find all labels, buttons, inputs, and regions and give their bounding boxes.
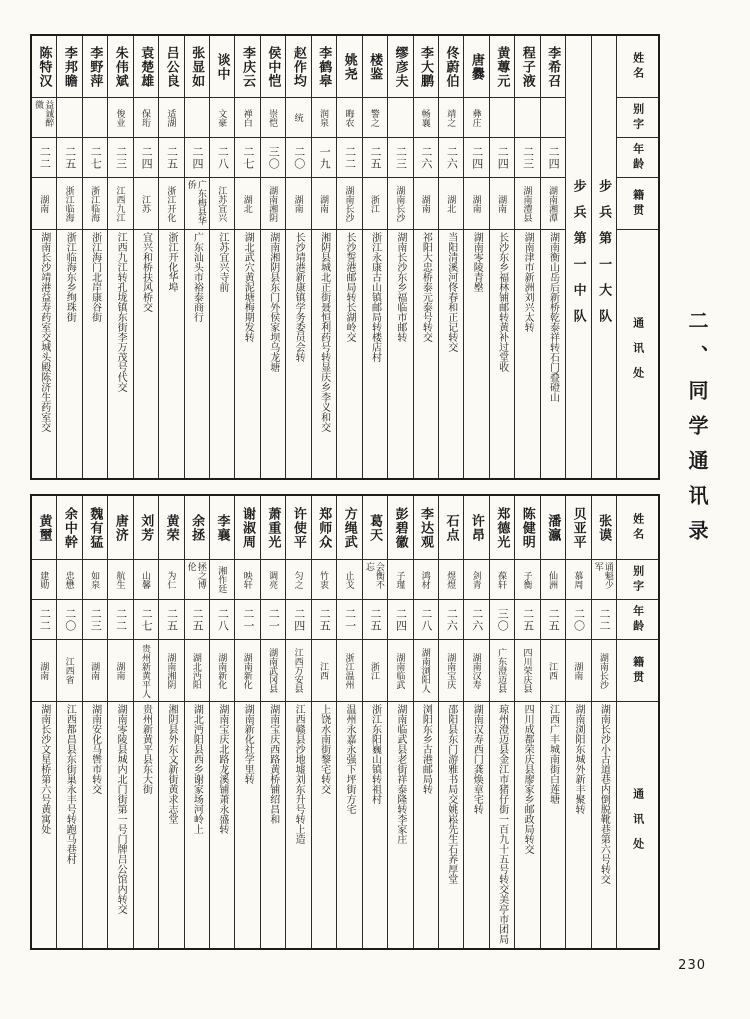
entry-alias: 仙洲 (541, 560, 565, 600)
entry-address: 长沙誓港邮局转长湖岭交 (344, 232, 355, 342)
entry-column (565, 496, 590, 948)
entry-column (107, 36, 132, 478)
entry-name: 袁楚雄 (134, 36, 158, 98)
entry-name: 李野萍 (83, 36, 107, 98)
entry-native: 湖南宝庆 (439, 640, 463, 702)
entry-native: 湖南 (108, 640, 132, 702)
entry-address: 湖南安化马辔市转交 (89, 704, 101, 794)
entry-native: 湖南新化 (235, 640, 259, 702)
entry-age: 二五 (185, 600, 209, 640)
entry-column (387, 496, 412, 948)
entry-alias: 润泉 (312, 98, 336, 138)
entry-alias (83, 98, 107, 138)
column-header-native: 籍贯 (617, 178, 658, 230)
entry-native: 广东梅县华侨 (185, 178, 209, 230)
entry-address: 琼州澄迈县金江市猪仔街一百九十五号转交美亭市团局 (496, 704, 508, 944)
entry-address: 浙江临海东乡绚珠街 (64, 232, 76, 322)
entry-column (209, 496, 234, 948)
entry-column (133, 36, 158, 478)
entry-alias: 匀之 (286, 560, 310, 600)
entry-native: 湖南浏阳人 (414, 640, 438, 702)
entry-column (438, 36, 463, 478)
entry-age: 二五 (515, 600, 539, 640)
entry-age: 二五 (363, 600, 387, 640)
entry-name: 黄蓴元 (490, 36, 514, 98)
entry-age: 二四 (388, 600, 412, 640)
entry-name: 魏有猛 (83, 496, 107, 560)
entry-native: 湖南湘阴 (261, 178, 285, 230)
entry-name: 许使平 (286, 496, 310, 560)
entry-name: 许昂 (464, 496, 488, 560)
entry-alias: 为仁 (159, 560, 183, 600)
entry-alias: 会衡不忘 (363, 560, 387, 600)
entry-column (184, 36, 209, 478)
entry-native: 湖北 (439, 178, 463, 230)
entry-age: 二八 (414, 600, 438, 640)
entry-alias: 调亮 (261, 560, 285, 600)
entry-column (311, 36, 336, 478)
entry-native: 江西 (541, 640, 565, 702)
entry-alias: 晦农 (337, 98, 361, 138)
entry-age: 二七 (134, 600, 158, 640)
entry-alias: 子衡 (515, 560, 539, 600)
entry-native: 浙江 (363, 640, 387, 702)
entry-age: 二八 (210, 138, 234, 178)
entry-age: 二六 (414, 138, 438, 178)
entry-age: 二三 (83, 600, 107, 640)
entry-address: 湖南零陵县城内北门街第一号门牌吕公馆内转交 (115, 704, 127, 914)
entry-native: 湖北 (235, 178, 259, 230)
entry-name: 楼鉴 (363, 36, 387, 98)
entry-name: 陈健明 (515, 496, 539, 560)
entry-column (413, 36, 438, 478)
entry-age: 二七 (235, 138, 259, 178)
entry-alias: 慕周 (566, 560, 590, 600)
header-column (616, 496, 658, 948)
entry-age: 二三 (108, 138, 132, 178)
entry-column (209, 36, 234, 478)
entry-address: 浏阳东乡古港邮局转 (420, 704, 432, 794)
entry-address: 长沙靖港新康镇学务委员会转 (293, 232, 305, 362)
entry-age: 一九 (312, 138, 336, 178)
entry-age: 二五 (312, 600, 336, 640)
header-column (616, 36, 658, 478)
entry-name: 潘瀛 (541, 496, 565, 560)
entry-column (387, 36, 412, 478)
entry-name: 黄壐 (32, 496, 56, 560)
entry-native: 江苏宜兴 (210, 178, 234, 230)
entry-alias (57, 98, 81, 138)
entry-column (158, 496, 183, 948)
column-header-alias: 别字 (617, 98, 658, 138)
entry-name: 吕公良 (159, 36, 183, 98)
entry-age: 二五 (363, 138, 387, 178)
entry-name: 石点 (439, 496, 463, 560)
entry-address: 湖南津市新洲刘兴太转 (522, 232, 534, 332)
entry-name: 贝亚平 (566, 496, 590, 560)
entry-column (514, 36, 539, 478)
entry-native: 湖南新化 (210, 640, 234, 702)
column-header-address: 通讯处 (631, 787, 644, 863)
entry-alias: 禅白 (235, 98, 259, 138)
entry-column (336, 36, 361, 478)
unit-label: 步兵第一中队 (571, 179, 587, 335)
entry-age: 二六 (439, 600, 463, 640)
entry-column (56, 36, 81, 478)
entry-name: 李达观 (414, 496, 438, 560)
entry-native: 湖南 (414, 178, 438, 230)
entry-native: 江西省 (57, 640, 81, 702)
roster-table-lower (30, 494, 660, 950)
entry-alias: 益诚醉微 (32, 98, 56, 138)
entry-name: 李大鹏 (414, 36, 438, 98)
entry-address: 浙江开化华埠 (165, 232, 177, 292)
entry-address: 浙江海门北岸康谷街 (89, 232, 101, 322)
entry-age: 二四 (464, 138, 488, 178)
entry-column (489, 36, 514, 478)
entry-address: 宜兴和桥扶风桥交 (140, 232, 152, 312)
entry-name: 缪彦夫 (388, 36, 412, 98)
entry-column (32, 496, 56, 948)
column-header-alias: 别字 (617, 560, 658, 600)
entry-address: 江西九江转孔垅镇东街李万茂号代交 (115, 232, 127, 392)
entry-alias: 彝庄 (464, 98, 488, 138)
entry-name: 唐爨 (464, 36, 488, 98)
entry-column (234, 36, 259, 478)
entry-name: 李邦瞻 (57, 36, 81, 98)
entry-column (56, 496, 81, 948)
entry-age: 三〇 (490, 600, 514, 640)
entry-address: 湖北武穴黄泥塘梅期发转 (242, 232, 254, 342)
entry-address: 江西赣县沙地墟刘东升号转上造 (293, 704, 305, 844)
entry-native: 江西万安县 (286, 640, 310, 702)
entry-address: 温州永嘉永强下坪街方宅 (344, 704, 355, 814)
entry-age: 二一 (337, 600, 361, 640)
entry-alias (388, 98, 412, 138)
entry-column (82, 36, 107, 478)
entry-age: 二〇 (566, 600, 590, 640)
entry-column (413, 496, 438, 948)
entry-native: 湖南长沙 (337, 178, 361, 230)
entry-column (438, 496, 463, 948)
entry-alias: 子瑾 (388, 560, 412, 600)
entry-alias: 保珩 (134, 98, 158, 138)
entry-name: 谢淑周 (235, 496, 259, 560)
entry-name: 郑师众 (312, 496, 336, 560)
column-header-name: 姓名 (617, 36, 658, 98)
section-title: 二、同学通讯录 (685, 310, 707, 555)
entry-alias: 畅襄 (414, 98, 438, 138)
entry-age: 二六 (439, 138, 463, 178)
entry-alias: 建勋 (32, 560, 56, 600)
entry-native: 贵州新黄平人 (134, 640, 158, 702)
entry-column (336, 496, 361, 948)
entry-alias: 煜煜 (439, 560, 463, 600)
entry-address: 湖南长沙小古道巷内倒脱靴巷第六号转交 (598, 704, 610, 884)
entry-name: 侯中恺 (261, 36, 285, 98)
entry-column (489, 496, 514, 948)
entry-column (362, 36, 387, 478)
entry-address: 江西广丰城南街白莲塘 (547, 704, 559, 804)
entry-name: 程子液 (515, 36, 539, 98)
entry-address: 湘阴县城北正街聂恒利药号转显庆乡李义和交 (318, 232, 330, 432)
entry-age: 二二 (108, 600, 132, 640)
entry-native: 浙江临海 (83, 178, 107, 230)
entry-native: 浙江 (363, 178, 387, 230)
entry-column (463, 36, 488, 478)
entry-native: 浙江开化 (159, 178, 183, 230)
entry-alias (541, 98, 565, 138)
roster-tables (30, 34, 660, 950)
entry-alias: 诵魁少军 (592, 560, 616, 600)
entry-alias: 航生 (108, 560, 132, 600)
entry-name: 陈特汉 (32, 36, 56, 98)
entry-name: 黄荣 (159, 496, 183, 560)
entry-column (540, 496, 565, 948)
entry-address: 湘阴县外东文新街黄求志堂 (165, 704, 177, 824)
entry-address: 湖南长沙东乡福临市邮转 (394, 232, 406, 342)
entry-column (260, 496, 285, 948)
entry-name: 姚尧 (337, 36, 361, 98)
entry-alias: 文豪 (210, 98, 234, 138)
entry-column (184, 496, 209, 948)
entry-alias: 俊业 (108, 98, 132, 138)
entry-name: 萧重光 (261, 496, 285, 560)
entry-native: 湖南武冈县 (261, 640, 285, 702)
entry-address: 湖南宝庆北路龙溪铺萧永盛转 (216, 704, 228, 834)
entry-name: 李鹤皋 (312, 36, 336, 98)
entry-address: 祁阳大忠桥泰元泰号转交 (420, 232, 432, 342)
entry-age: 二三 (515, 138, 539, 178)
entry-column (311, 496, 336, 948)
entry-name: 葛天 (363, 496, 387, 560)
entry-address: 湖南零陵青壂 (471, 232, 483, 292)
entry-column (463, 496, 488, 948)
entry-native: 湖北沔阳 (185, 640, 209, 702)
entry-column (107, 496, 132, 948)
entry-age: 二五 (159, 138, 183, 178)
entry-name: 方绳武 (337, 496, 361, 560)
entry-alias: 适湖 (159, 98, 183, 138)
entry-age: 二六 (464, 600, 488, 640)
entry-age: 二五 (541, 600, 565, 640)
entry-age: 二五 (57, 138, 81, 178)
entry-address: 湖南浏阳东城外新丰聚转 (572, 704, 584, 814)
column-header-native: 籍贯 (617, 640, 658, 702)
entry-native: 浙江温州 (337, 640, 361, 702)
entry-alias: 统 (286, 98, 310, 138)
entry-name: 谈中 (210, 36, 234, 98)
entry-age: 二四 (541, 138, 565, 178)
column-header-age: 年龄 (617, 138, 658, 178)
entry-column (514, 496, 539, 948)
entry-native: 江西九江 (108, 178, 132, 230)
entry-native: 湖南 (83, 640, 107, 702)
entry-column (32, 36, 56, 478)
entry-address: 上饶水南街黎宅转交 (318, 704, 330, 794)
entry-alias: 竹衷 (312, 560, 336, 600)
entry-column (362, 496, 387, 948)
column-header-name: 姓名 (617, 496, 658, 560)
entry-native: 湖南 (32, 640, 56, 702)
entry-age: 二二 (32, 138, 56, 178)
entry-age: 二一 (235, 600, 259, 640)
entry-age: 二七 (83, 138, 107, 178)
entry-address: 当阳清溪河佟春和正记转交 (445, 232, 457, 352)
entry-alias (490, 98, 514, 138)
entry-name: 唐济 (108, 496, 132, 560)
column-header-age: 年龄 (617, 600, 658, 640)
entry-native: 湖南澧县 (515, 178, 539, 230)
entry-age: 二二 (337, 138, 361, 178)
entry-address: 湖南衡山岳后新桥乾泰祥转石门叠磴山 (547, 232, 559, 402)
entry-alias: 湘作廷 (210, 560, 234, 600)
entry-native: 湖南临武 (388, 640, 412, 702)
entry-column (285, 36, 310, 478)
unit-label: 步兵第一大队 (597, 179, 613, 335)
entry-age: 二四 (185, 138, 209, 178)
entry-name: 朱伟斌 (108, 36, 132, 98)
entry-address: 湖南新化社学里转 (242, 704, 254, 784)
unit-label-column (591, 36, 616, 478)
entry-column (540, 36, 565, 478)
roster-table-upper (30, 34, 660, 480)
entry-name: 李襄 (210, 496, 234, 560)
entry-address: 浙江东阳巍山镇转祖村 (369, 704, 381, 804)
entry-address: 湖北沔阳县西乡谢家场河岭上 (191, 704, 203, 834)
unit-label-column (565, 36, 590, 478)
entry-native: 广东澄迈县 (490, 640, 514, 702)
entry-column (133, 496, 158, 948)
entry-alias: 山馨 (134, 560, 158, 600)
entry-column (285, 496, 310, 948)
entry-age: 三〇 (261, 138, 285, 178)
entry-native: 湖南 (312, 178, 336, 230)
entry-address: 长沙东乡福林铺邮转黄补过堂收 (496, 232, 508, 372)
entry-alias: 剑青 (464, 560, 488, 600)
entry-column (234, 496, 259, 948)
entry-alias: 葆轩 (490, 560, 514, 600)
entry-native: 江苏 (134, 178, 158, 230)
entry-name: 李庆云 (235, 36, 259, 98)
entry-age: 二四 (134, 138, 158, 178)
entry-native: 四川荣庆县 (515, 640, 539, 702)
entry-address: 湖南汉寿西门龚焕章宅转 (471, 704, 483, 814)
entry-address: 贵州新黄平县东大街 (140, 704, 152, 794)
entry-native: 湖南 (286, 178, 310, 230)
entry-name: 余中幹 (57, 496, 81, 560)
entry-native: 湖南汉寿 (464, 640, 488, 702)
entry-address: 湖南临武县老街祥泰隆转李家庄 (394, 704, 406, 844)
entry-column (591, 496, 616, 948)
entry-alias: 拯之博伦 (185, 560, 209, 600)
entry-name: 佟蔚伯 (439, 36, 463, 98)
entry-alias: 警之 (363, 98, 387, 138)
entry-alias: 止戈 (337, 560, 361, 600)
entry-column (158, 36, 183, 478)
entry-alias (185, 98, 209, 138)
entry-age: 二二 (32, 600, 56, 640)
entry-age: 二三 (388, 138, 412, 178)
entry-column (260, 36, 285, 478)
entry-column (82, 496, 107, 948)
entry-address: 江西都昌县东街巢永丰号转跑马巷村 (64, 704, 76, 864)
entry-age: 二五 (159, 600, 183, 640)
entry-address: 江苏宜兴寺前 (216, 232, 228, 292)
entry-alias: 如泉 (83, 560, 107, 600)
entry-native: 江西 (312, 640, 336, 702)
entry-native: 浙江临海 (57, 178, 81, 230)
entry-native: 湖南长沙 (388, 178, 412, 230)
entry-age: 二二 (592, 600, 616, 640)
entry-alias: 崇恺 (261, 98, 285, 138)
entry-name: 余拯 (185, 496, 209, 560)
entry-name: 张显如 (185, 36, 209, 98)
entry-native: 湖南 (490, 178, 514, 230)
entry-alias: 靖之 (439, 98, 463, 138)
entry-name: 郑德光 (490, 496, 514, 560)
entry-name: 张谟 (592, 496, 616, 560)
entry-native: 湖南 (32, 178, 56, 230)
entry-address: 湖南宝庆西路黄桥铺绍昌和 (267, 704, 279, 824)
entry-address: 浙江永康古山镇邮局转楼店村 (369, 232, 381, 362)
entry-address: 湖南长沙靖港益寿药室交城头殿陈济生药室交 (38, 232, 50, 432)
column-header-address: 通讯处 (631, 316, 644, 392)
entry-address: 邵阳县东门游雅书局交姚崧先生石养厚堂 (445, 704, 457, 884)
entry-age: 二四 (286, 600, 310, 640)
entry-age: 二一 (261, 600, 285, 640)
entry-alias: 鸿材 (414, 560, 438, 600)
entry-alias (515, 98, 539, 138)
entry-native: 湖南湘潭 (541, 178, 565, 230)
entry-address: 湖南长沙文星桥第六号黄寓处 (38, 704, 50, 834)
entry-alias: 映轩 (235, 560, 259, 600)
entry-name: 刘芳 (134, 496, 158, 560)
entry-native: 湖南长沙 (592, 640, 616, 702)
entry-native: 湖南 (464, 178, 488, 230)
entry-name: 彭碧徽 (388, 496, 412, 560)
entry-native: 湖南湘阴 (159, 640, 183, 702)
entry-alias: 忠懋 (57, 560, 81, 600)
entry-address: 四川成都荣庆县廖家乡邮政局转交 (522, 704, 534, 854)
page-number: 230 (678, 958, 706, 973)
entry-age: 二四 (490, 138, 514, 178)
entry-name: 李希召 (541, 36, 565, 98)
entry-age: 二〇 (57, 600, 81, 640)
entry-age: 二〇 (286, 138, 310, 178)
entry-age: 二八 (210, 600, 234, 640)
entry-address: 广东汕头市裕泰商行 (191, 232, 203, 322)
entry-native: 湖南 (566, 640, 590, 702)
entry-address: 湖南湘阴县东门外侯家坝乌龙塘 (267, 232, 279, 372)
entry-name: 赵作均 (286, 36, 310, 98)
